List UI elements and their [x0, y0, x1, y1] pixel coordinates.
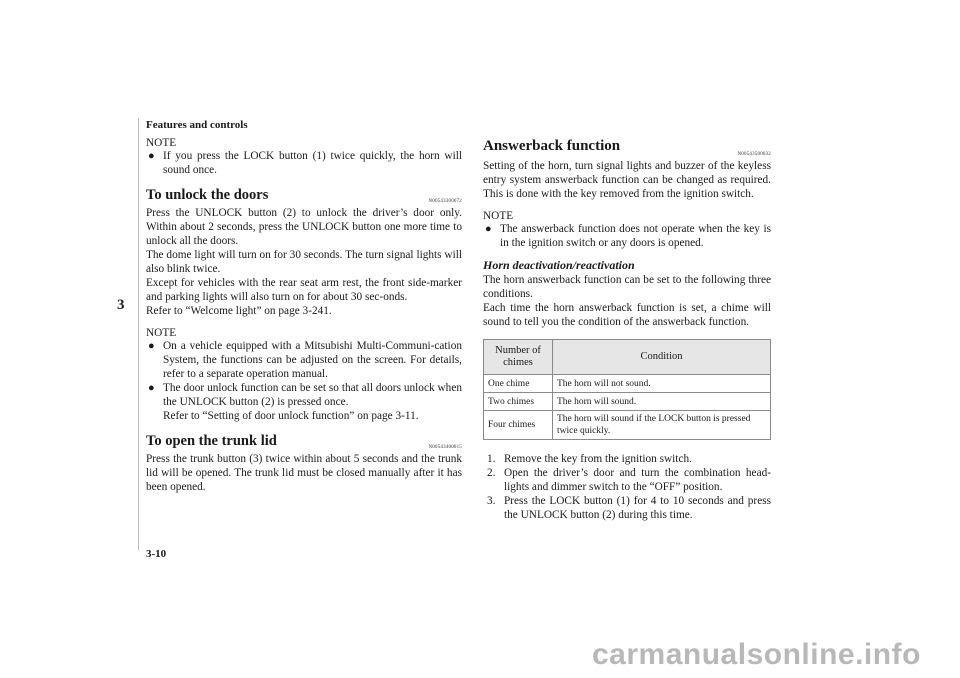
table-header-row	[484, 340, 771, 375]
paragraph: Press the UNLOCK button (2) to unlock the driver’s door only. Within about 2 seconds, press the UNLOCK button one more time to unlock all the doors.	[146, 207, 462, 247]
note-label: NOTE	[483, 210, 514, 222]
paragraph: Refer to “Welcome light” on page 3-241.	[146, 305, 332, 317]
bullet-icon: ●	[485, 223, 492, 235]
table-row	[484, 375, 771, 393]
paragraph: Each time the horn answerback function is set, a chime will sound to tell you the condition of the answerback function.	[483, 302, 771, 328]
list-item	[483, 466, 771, 494]
bullet-icon: ●	[148, 382, 155, 394]
watermark: carmanualsonline.info	[592, 638, 921, 671]
table-cell: The horn will sound.	[553, 393, 771, 411]
step-text: Open the driver’s door and turn the combination head-lights and dimmer switch to the “OFF” position.	[504, 467, 771, 493]
subheading-horn: Horn deactivation/reactivation	[483, 258, 635, 272]
table-cell: The horn will not sound.	[553, 375, 771, 393]
note-bullet: ● The answerback function does not operate when the key is in the ignition switch or any doors is opened.	[485, 223, 771, 249]
step-number: 2.	[487, 467, 496, 479]
table-cell: Two chimes	[484, 393, 553, 411]
paragraph: The horn answerback function can be set to the following three conditions.	[483, 274, 771, 300]
step-text: Remove the key from the ignition switch.	[504, 453, 692, 465]
note-bullet: ● On a vehicle equipped with a Mitsubishi Multi-Communi-cation System, the functions can be adjusted on the screen. For details, refer to a separate operation manual.	[148, 340, 462, 380]
list-item	[483, 494, 771, 522]
note-label: NOTE	[146, 137, 177, 149]
bullet-icon: ●	[148, 340, 155, 352]
steps-list	[483, 452, 771, 522]
chimes-table	[483, 339, 771, 440]
table-cell: The horn will sound if the LOCK button is pressed twice quickly.	[553, 411, 771, 440]
heading-answerback: Answerback function N00543500032	[483, 138, 771, 157]
step-number: 1.	[487, 453, 496, 465]
note-label: NOTE	[146, 327, 177, 339]
reference-code: N00543300072	[428, 199, 462, 204]
heading-open-trunk: To open the trunk lid N00543400015	[146, 433, 462, 450]
right-column	[483, 137, 771, 522]
heading-unlock-doors: To unlock the doors N00543300072	[146, 187, 462, 204]
paragraph: Setting of the horn, turn signal lights and buzzer of the keyless entry system answerback function can be changed as required. This is done with the key removed from the ignition switch.	[483, 160, 771, 200]
reference-code: N00543500032	[737, 152, 771, 157]
table-header-cell: Condition	[553, 340, 771, 375]
left-column	[146, 137, 462, 494]
list-item	[483, 452, 771, 466]
chapter-number: 3	[117, 297, 125, 313]
table-cell: One chime	[484, 375, 553, 393]
paragraph: Except for vehicles with the rear seat arm rest, the front side-marker and parking lights will also turn on for about 30 sec-onds.	[146, 277, 462, 303]
table-header-cell: Number of chimes	[484, 340, 553, 375]
paragraph: Press the trunk button (3) twice within about 5 seconds and the trunk lid will be opened. The trunk lid must be closed manually after it has been opened.	[146, 453, 462, 493]
note-bullet: ● If you press the LOCK button (1) twice quickly, the horn will sound once.	[148, 150, 462, 176]
reference-code: N00543400015	[428, 445, 462, 450]
note-bullet: ● The door unlock function can be set so that all doors unlock when the UNLOCK button (2) is pressed once.	[148, 382, 462, 408]
chapter-divider	[138, 118, 139, 550]
table-cell: Four chimes	[484, 411, 553, 440]
step-text: Press the LOCK button (1) for 4 to 10 seconds and press the UNLOCK button (2) during this time.	[504, 495, 771, 521]
table-row	[484, 393, 771, 411]
paragraph: The dome light will turn on for 30 seconds. The turn signal lights will also blink twice.	[146, 249, 462, 275]
section-header: Features and controls	[146, 119, 248, 131]
table-row	[484, 411, 771, 440]
note-bullet-continuation: Refer to “Setting of door unlock function” on page 3-11.	[163, 410, 419, 422]
step-number: 3.	[487, 495, 496, 507]
bullet-icon: ●	[148, 150, 155, 162]
page-number: 3-10	[146, 548, 167, 560]
